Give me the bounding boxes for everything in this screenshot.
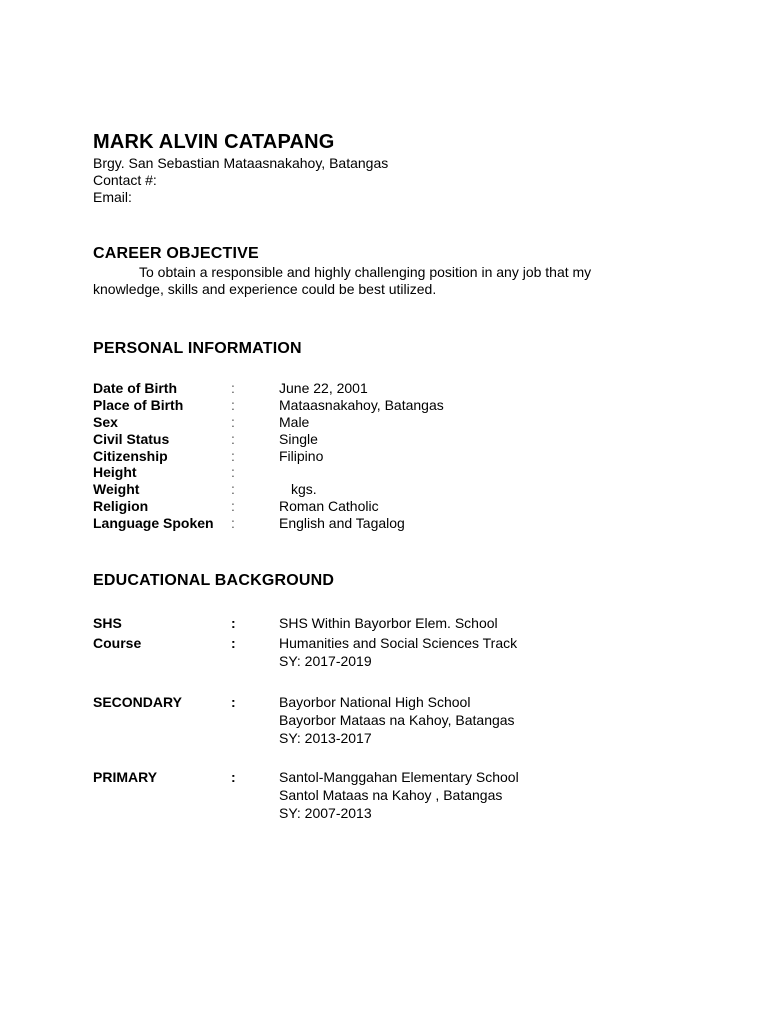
- shs-school: SHS Within Bayorbor Elem. School: [279, 615, 498, 631]
- info-value: Filipino: [279, 448, 324, 464]
- info-value: June 22, 2001: [279, 380, 368, 396]
- address: Brgy. San Sebastian Mataasnakahoy, Batangas: [93, 155, 389, 171]
- info-colon: :: [231, 515, 235, 531]
- edu-label-shs: SHS: [93, 615, 122, 631]
- secondary-school: Bayorbor National High School: [279, 694, 471, 710]
- educational-background-title: EDUCATIONAL BACKGROUND: [93, 572, 335, 589]
- secondary-address: Bayorbor Mataas na Kahoy, Batangas: [279, 712, 515, 728]
- career-objective-text: To obtain a responsible and highly challenging position in any job that my knowledge, skills and experience could be best utilized.: [93, 264, 592, 297]
- info-label: Religion: [93, 498, 149, 514]
- course-track: Humanities and Social Sciences Track: [279, 635, 518, 651]
- info-label: Language Spoken: [93, 515, 214, 531]
- primary-school-year: SY: 2007-2013: [279, 805, 372, 821]
- info-label: Place of Birth: [93, 397, 184, 413]
- secondary-school-year: SY: 2013-2017: [279, 730, 372, 746]
- info-colon: :: [231, 414, 235, 430]
- primary-address: Santol Mataas na Kahoy , Batangas: [279, 787, 503, 803]
- info-label: Height: [93, 464, 137, 480]
- info-value: Mataasnakahoy, Batangas: [279, 397, 444, 413]
- edu-label-course: Course: [93, 635, 142, 651]
- edu-value-shs: [279, 614, 498, 632]
- edu-colon: :: [231, 615, 236, 631]
- applicant-name: MARK ALVIN CATAPANG: [93, 131, 335, 153]
- primary-school: Santol-Manggahan Elementary School: [279, 769, 519, 785]
- edu-colon: :: [231, 769, 236, 785]
- info-label: Sex: [93, 414, 118, 430]
- edu-label-primary: PRIMARY: [93, 769, 158, 785]
- info-colon: :: [231, 431, 235, 447]
- contact-label: Contact #:: [93, 172, 157, 188]
- info-colon: :: [231, 397, 235, 413]
- info-value: Single: [279, 431, 318, 447]
- edu-value-primary: [279, 768, 519, 822]
- info-label: Date of Birth: [93, 380, 177, 396]
- edu-value-course: [279, 634, 517, 670]
- info-value: Male: [279, 414, 310, 430]
- edu-colon: :: [231, 635, 236, 651]
- info-colon: :: [231, 498, 235, 514]
- info-label: Weight: [93, 481, 140, 497]
- edu-value-secondary: [279, 693, 515, 747]
- info-colon: :: [231, 481, 235, 497]
- info-colon: :: [231, 448, 235, 464]
- personal-information-title: PERSONAL INFORMATION: [93, 340, 302, 357]
- info-value: Roman Catholic: [279, 498, 379, 514]
- info-value: kgs.: [291, 481, 317, 497]
- edu-colon: :: [231, 694, 236, 710]
- email-label: Email:: [93, 189, 132, 205]
- info-label: Citizenship: [93, 448, 168, 464]
- info-colon: :: [231, 380, 235, 396]
- course-school-year: SY: 2017-2019: [279, 653, 372, 669]
- edu-label-secondary: SECONDARY: [93, 694, 182, 710]
- info-label: Civil Status: [93, 431, 170, 447]
- info-colon: :: [231, 464, 235, 480]
- career-objective-title: CAREER OBJECTIVE: [93, 245, 259, 262]
- info-value: English and Tagalog: [279, 515, 405, 531]
